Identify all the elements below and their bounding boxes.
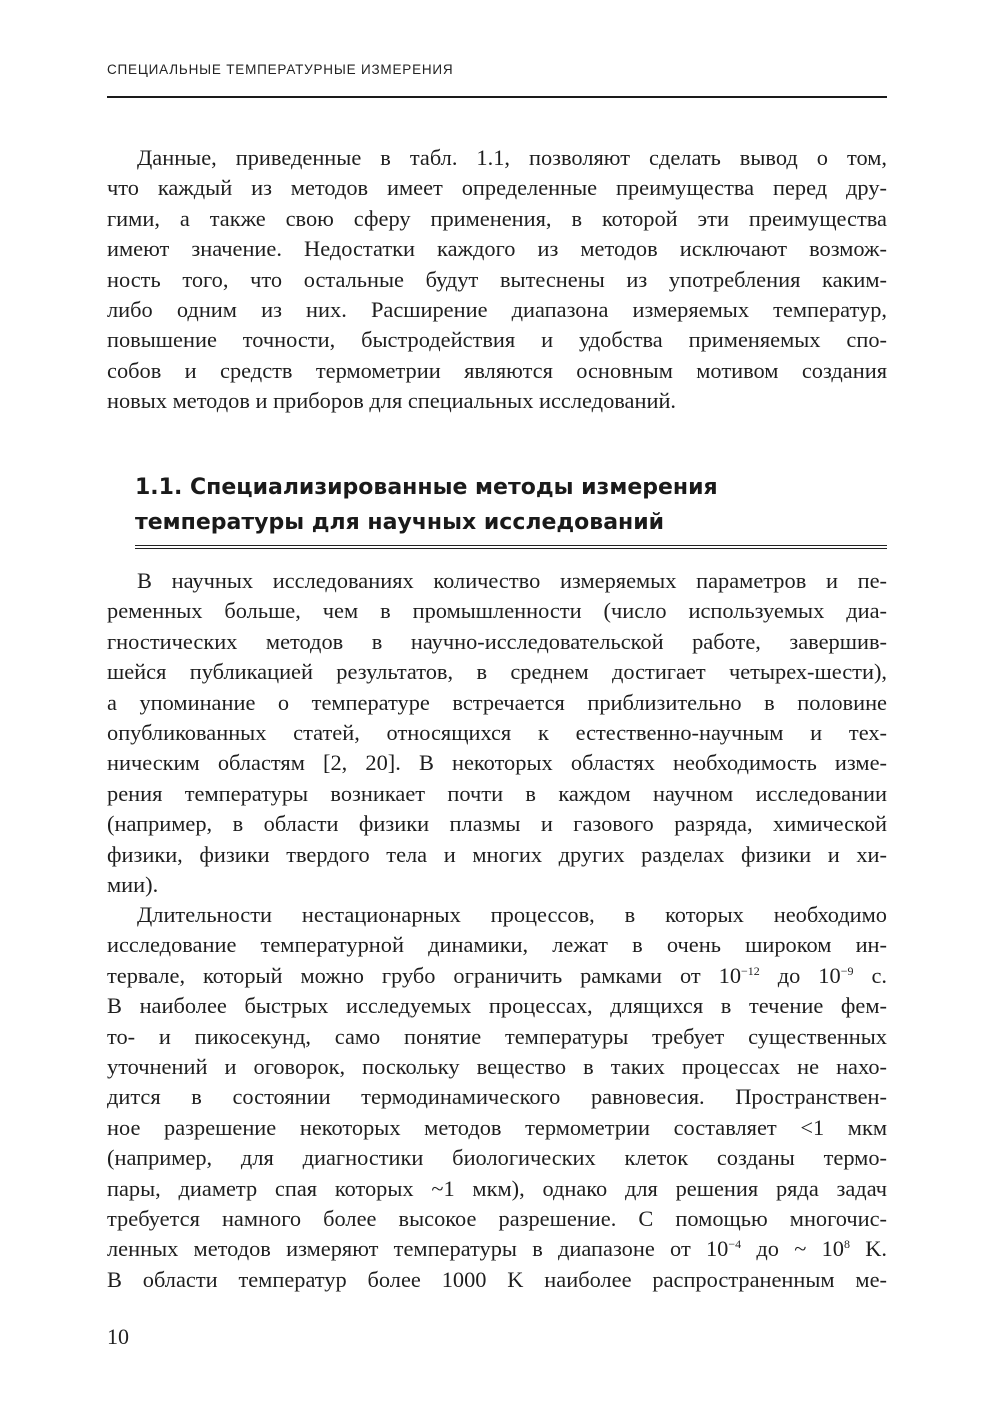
exponent: −12 (741, 963, 760, 978)
text-line: гими, а также свою сферу применения, в которой эти преимущества (107, 205, 887, 231)
text-segment: тервале, который можно грубо ограничить рамками от 10 (107, 962, 742, 988)
text-line: ное разрешение некоторых методов термометрии составляет <1 мкм (107, 1114, 887, 1140)
text-line: опубликованных статей, относящихся к естественно-научным и тех- (107, 720, 887, 746)
text-line: В наиболее быстрых исследуемых процессах, длящихся в течение фем- (107, 993, 887, 1019)
exponent: −4 (728, 1237, 742, 1252)
text-line: Данные, приведенные в табл. 1.1, позволяют сделать вывод о том, (137, 145, 887, 170)
section-heading-line: температуры для научных исследований (135, 510, 665, 535)
text-line: исследование температурной динамики, лежат в очень широком ин- (107, 932, 887, 958)
text-line: то- и пикосекунд, само понятие температуры требует существенных (107, 1023, 887, 1049)
paragraph-1 (107, 566, 887, 900)
text-segment: с. (853, 962, 887, 988)
text-segment: ленных методов измеряют температуры в диапазоне от 10 (107, 1236, 729, 1262)
text-line: физики, физики твердого тела и многих других разделах физики и хи- (107, 841, 887, 867)
text-line: (например, для диагностики биологических клеток созданы термо- (107, 1145, 887, 1171)
running-head: СПЕЦИАЛЬНЫЕ ТЕМПЕРАТУРНЫЕ ИЗМЕРЕНИЯ (107, 62, 454, 77)
text-line: требуется намного более высокое разрешение. С помощью многочис- (107, 1206, 887, 1232)
text-line: пары, диаметр спая которых ~1 мкм), однако для решения ряда задач (107, 1175, 887, 1201)
text-line: ременных больше, чем в промышленности (число используемых диа- (107, 598, 887, 624)
exponent: −9 (840, 963, 854, 978)
text-segment: до ~ 10 (741, 1236, 844, 1262)
text-line: повышение точности, быстродействия и удобства применяемых спо- (107, 327, 887, 353)
text-line: собов и средств термометрии являются основным мотивом создания (107, 357, 887, 383)
text-line: гностических методов в научно-исследовательской работе, завершив- (107, 628, 887, 654)
text-line: мии). (107, 872, 159, 898)
section-heading-line: 1.1. Специализированные методы измерения (135, 475, 718, 500)
text-line: шейся публикацией результатов, в среднем достигает четырех-шести), (107, 659, 887, 685)
text-line-with-exponents (107, 961, 887, 991)
intro-paragraph (107, 143, 887, 417)
text-line: Длительности нестационарных процессов, в которых необходимо (137, 902, 887, 927)
exponent: 8 (843, 1237, 850, 1252)
text-line: ность того, что остальные будут вытеснены из употребления каким- (107, 266, 887, 292)
header-rule (107, 96, 887, 98)
text-line: (например, в области физики плазмы и газового разряда, химической (107, 811, 887, 837)
text-line: рения температуры возникает почти в каждом научном исследовании (107, 780, 887, 806)
section-heading (135, 470, 885, 540)
text-segment: K. (849, 1236, 887, 1262)
text-line: либо одним из них. Расширение диапазона измеряемых температур, (107, 297, 887, 323)
text-line: имеют значение. Недостатки каждого из методов исключают возмож- (107, 236, 887, 262)
text-line: что каждый из методов имеет определенные преимущества перед дру- (107, 175, 887, 201)
text-line: а упоминание о температуре встречается приблизительно в половине (107, 689, 887, 715)
text-line: В области температур более 1000 K наиболее распространенным ме- (107, 1266, 887, 1292)
text-line-with-exponents (107, 1234, 887, 1264)
text-line: уточнений и оговорок, поскольку вещество в таких процессах не нахо- (107, 1054, 887, 1080)
text-segment: до 10 (759, 962, 841, 988)
paragraph-2 (107, 900, 887, 1295)
page-number: 10 (107, 1324, 129, 1349)
heading-double-rule (135, 545, 887, 549)
text-line: В научных исследованиях количество измеряемых параметров и пе- (137, 568, 887, 593)
text-line: ническим областям [2, 20]. В некоторых областях необходимость изме- (107, 750, 887, 776)
text-line: дится в состоянии термодинамического равновесия. Пространствен- (107, 1084, 887, 1110)
text-line: новых методов и приборов для специальных исследований. (107, 388, 677, 414)
